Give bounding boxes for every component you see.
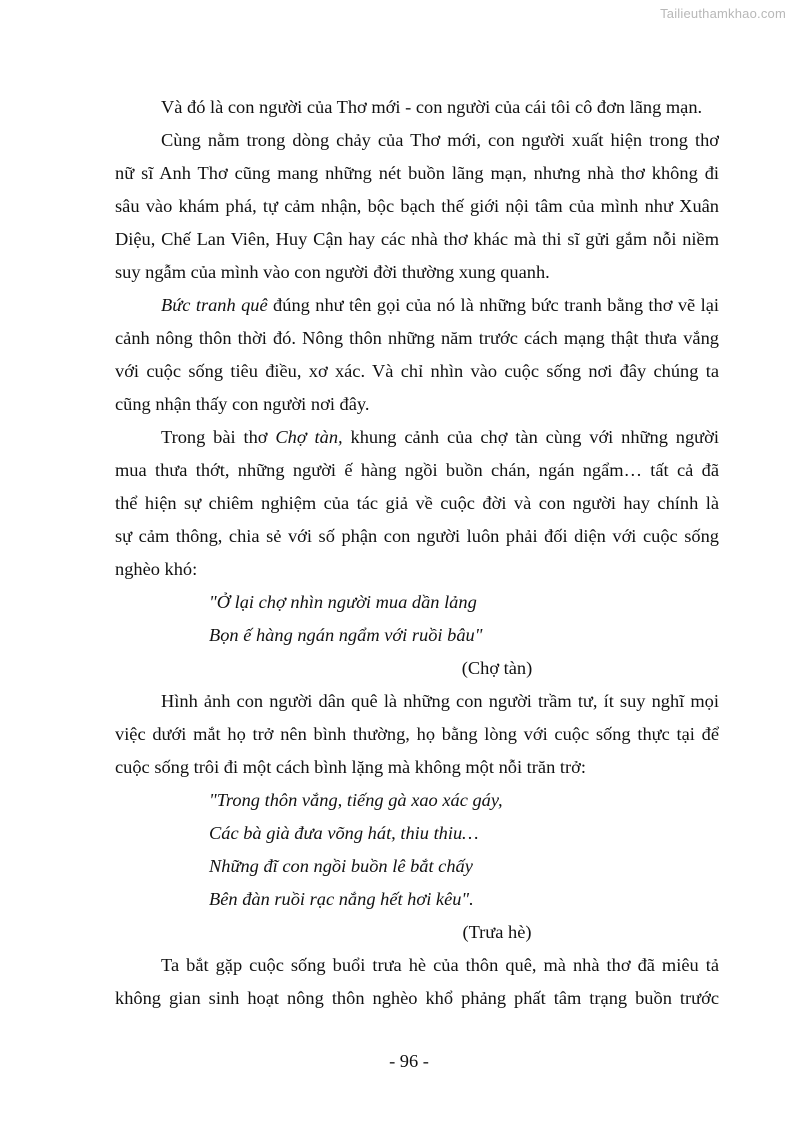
text-line: Cùng nằm trong dòng chảy của Thơ mới, con người xuất hiện trong thơ: [161, 130, 719, 150]
paragraph-5: [115, 685, 719, 784]
document-body: [115, 91, 719, 1015]
text-line: sâu vào khám phá, tự cảm nhận, bộc bạch thế giới nội tâm của mình như Xuân: [115, 196, 719, 216]
verse-quote-2: [115, 784, 719, 949]
paragraph-2: [115, 124, 719, 289]
text-line: việc dưới mắt họ trở nên bình thường, họ bằng lòng với cuộc sống thực tại để: [115, 724, 719, 744]
verse-line: "Ở lại chợ nhìn người mua dần lảng: [209, 592, 477, 612]
text-segment: khung cảnh của chợ tàn cùng với những người: [342, 427, 719, 447]
text-line: cũng nhận thấy con người nơi đây.: [115, 394, 370, 414]
verse-source: (Trưa hè): [462, 922, 532, 942]
verse-line: Bọn ế hàng ngán ngẩm với ruồi bâu": [209, 625, 483, 645]
text-segment: đúng như tên gọi của nó là những bức tranh bằng thơ vẽ lại: [267, 295, 719, 315]
verse-line: "Trong thôn vắng, tiếng gà xao xác gáy,: [209, 790, 503, 810]
page-number: - 96 -: [389, 1051, 429, 1071]
paragraph-4: [115, 421, 719, 586]
poem-title: Bức tranh quê: [161, 295, 268, 315]
text-line: Và đó là con người của Thơ mới - con người của cái tôi cô đơn lãng mạn.: [161, 97, 703, 117]
text-line: cuộc sống trôi đi một cách bình lặng mà không một nỗi trăn trở:: [115, 757, 586, 777]
paragraph-1: [115, 91, 719, 124]
text-line: [115, 289, 719, 322]
text-line: với cuộc sống tiêu điều, xơ xác. Và chỉ nhìn vào cuộc sống nơi đây chúng ta: [115, 361, 719, 381]
text-line: nữ sĩ Anh Thơ cũng mang những nét buồn lãng mạn, nhưng nhà thơ không đi: [115, 163, 719, 183]
text-line: thể hiện sự chiêm nghiệm của tác giả về cuộc đời và con người hay chính là: [115, 493, 719, 513]
text-line: Diệu, Chế Lan Viên, Huy Cận hay các nhà thơ khác mà thi sĩ gửi gắm nỗi niềm: [115, 229, 719, 249]
text-line: suy ngẫm của mình vào con người đời thường xung quanh.: [115, 262, 550, 282]
text-line: [115, 421, 719, 454]
verse-line: Những đĩ con ngồi buồn lê bắt chấy: [209, 856, 473, 876]
text-line: nghèo khó:: [115, 559, 198, 579]
verse-line: Các bà già đưa võng hát, thiu thiu…: [209, 823, 479, 843]
watermark: Tailieuthamkhao.com: [660, 6, 786, 21]
paragraph-3: [115, 289, 719, 421]
poem-title: Chợ tàn,: [275, 427, 343, 447]
verse-source: (Chợ tàn): [461, 658, 533, 678]
paragraph-6: [115, 949, 719, 1015]
text-line: Ta bắt gặp cuộc sống buổi trưa hè của thôn quê, mà nhà thơ đã miêu tả: [161, 955, 719, 975]
verse-line: Bên đàn ruồi rạc nắng hết hơi kêu".: [209, 889, 474, 909]
text-line: cảnh nông thôn thời đó. Nông thôn những năm trước cách mạng thật thưa vắng: [115, 328, 719, 348]
text-segment: Trong bài thơ: [161, 427, 276, 447]
text-line: không gian sinh hoạt nông thôn nghèo khổ phảng phất tâm trạng buồn trước: [115, 988, 719, 1008]
text-line: Hình ảnh con người dân quê là những con người trầm tư, ít suy nghĩ mọi: [161, 691, 719, 711]
verse-quote-1: [115, 586, 719, 685]
text-line: mua thưa thớt, những người ế hàng ngồi buồn chán, ngán ngẩm… tất cả đã: [115, 460, 719, 480]
text-line: sự cảm thông, chia sẻ với số phận con người luôn phải đối diện với cuộc sống: [115, 526, 719, 546]
